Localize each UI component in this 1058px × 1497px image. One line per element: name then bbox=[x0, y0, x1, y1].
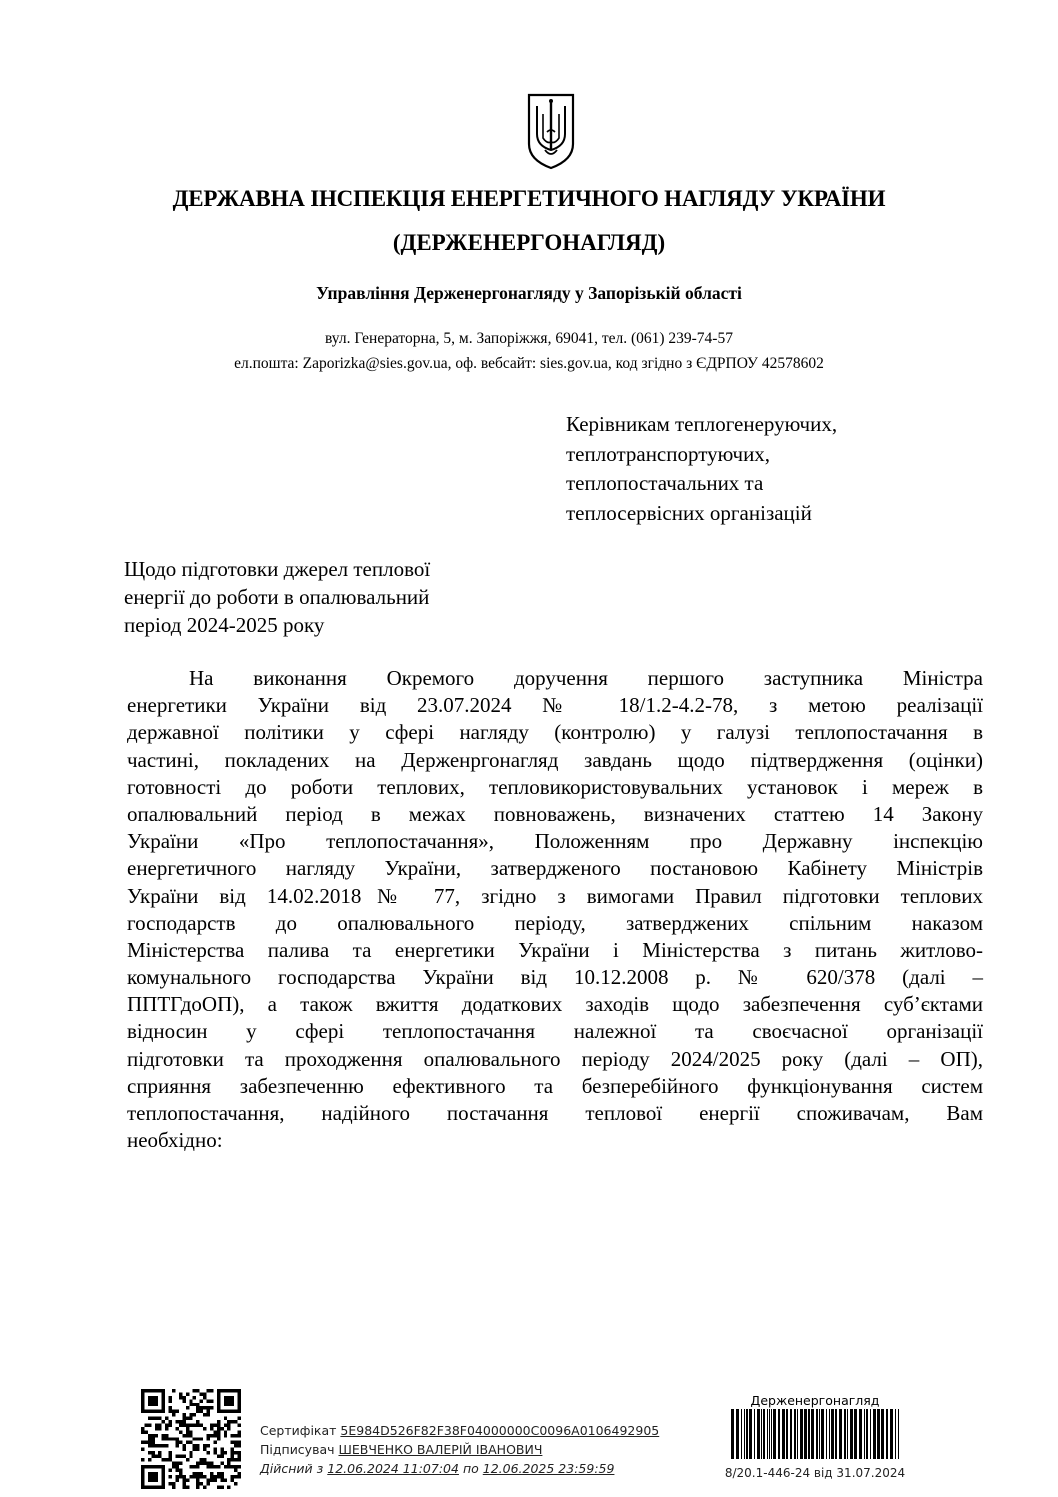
certificate-value: 5E984D526F82F38F04000000C0096A0106492905 bbox=[340, 1423, 660, 1438]
body-line: На виконання Окремого доручення першого заступника Міністра bbox=[189, 666, 983, 690]
stamp-org-name: Держенергонагляд bbox=[750, 1393, 880, 1408]
subject-line: період 2024-2025 року bbox=[124, 613, 325, 637]
valid-from-value: 12.06.2024 11:07:04 bbox=[327, 1461, 459, 1476]
body-line: господарств до опалювального періоду, затверджених спільним наказом bbox=[127, 910, 983, 935]
body-line: сприяння забезпеченню ефективного та безперебійного функціонування систем bbox=[127, 1073, 983, 1098]
body-line: опалювальний період в межах повноважень, визначених статтею 14 Закону bbox=[127, 801, 983, 826]
department-name: Управління Держенергонагляду у Запорізькій області bbox=[316, 283, 742, 303]
body-line: ППТГдоОП), а також вжиття додаткових заходів щодо забезпечення суб’єктами bbox=[127, 992, 983, 1017]
signature-block bbox=[260, 1421, 659, 1478]
body-line: України від 14.02.2018№ 77, згідно з вимогами Правил підготовки теплових bbox=[127, 883, 983, 908]
valid-from-label: Дійсний з bbox=[260, 1461, 324, 1476]
certificate-label: Сертифікат bbox=[260, 1423, 337, 1438]
signer-value: ШЕВЧЕНКО ВАЛЕРІЙ ІВАНОВИЧ bbox=[338, 1442, 543, 1457]
valid-to-value: 12.06.2025 23:59:59 bbox=[482, 1461, 615, 1476]
addressee-line: теплотранспортуючих, bbox=[566, 441, 771, 466]
body-line: підготовки та проходження опалювального періоду 2024/2025 року (далі – ОП), bbox=[127, 1046, 983, 1071]
subject-block bbox=[124, 555, 430, 639]
ukraine-coat-of-arms-icon bbox=[526, 92, 576, 170]
org-abbreviation: (ДЕРЖЕНЕРГОНАГЛЯД) bbox=[392, 230, 666, 255]
body-line: відносин у сфері теплопостачання належної та своєчасної організації bbox=[127, 1019, 983, 1044]
addressee-line: теплопостачальних та bbox=[566, 471, 764, 495]
signer-row bbox=[260, 1440, 659, 1459]
contact-address: вул. Генераторна, 5, м. Запоріжжя, 69041, тел. (061) 239-74-57 bbox=[325, 330, 733, 347]
body-line: державної політики у сфері нагляду (контролю) у галузі теплопостачання в bbox=[127, 720, 983, 745]
barcode-icon bbox=[731, 1409, 903, 1459]
valid-to-label: по bbox=[462, 1461, 479, 1476]
qr-code-icon bbox=[141, 1389, 241, 1489]
body-line: необхідно: bbox=[127, 1128, 223, 1153]
addressee-block bbox=[566, 410, 837, 528]
body-line: Міністерства палива та енергетики України і Міністерства з питань житлово- bbox=[127, 937, 983, 962]
addressee-line: Керівникам теплогенеруючих, bbox=[566, 412, 838, 436]
subject-line: Щодо підготовки джерел теплової bbox=[124, 557, 431, 581]
registration-number: 8/20.1-446-24 від 31.07.2024 bbox=[724, 1466, 906, 1480]
body-line: частині, покладених на Держенргонагляд завдань щодо підтвердження (оцінки) bbox=[127, 747, 983, 772]
contact-email-website: ел.пошта: Zaporizka@sies.gov.ua, оф. вебсайт: sies.gov.ua, код згідно з ЄДРПОУ 42578602 bbox=[234, 355, 824, 372]
body-line: енергетичного нагляду України, затвердженого постановою Кабінету Міністрів bbox=[127, 856, 983, 881]
addressee-line: теплосервісних організацій bbox=[566, 500, 812, 525]
body-paragraph bbox=[127, 665, 983, 1154]
body-line: теплопостачання, надійного постачання теплової енергії споживачам, Вам bbox=[127, 1101, 983, 1125]
body-line: комунального господарства України від 10.12.2008 р. № 620/378 (далі – bbox=[127, 965, 983, 990]
certificate-row bbox=[260, 1421, 659, 1440]
body-line: України «Про теплопостачання», Положенням про Державну інспекцію bbox=[127, 829, 983, 854]
signer-label: Підписувач bbox=[260, 1442, 335, 1457]
subject-line: енергії до роботи в опалювальний bbox=[124, 585, 430, 609]
body-line: готовності до роботи теплових, тепловикористовувальних установок і мереж в bbox=[127, 774, 983, 799]
org-title: ДЕРЖАВНА ІНСПЕКЦІЯ ЕНЕРГЕТИЧНОГО НАГЛЯДУ УКРАЇНИ bbox=[172, 186, 886, 211]
validity-row bbox=[260, 1459, 659, 1478]
body-line: енергетики України від 23.07.2024 № 18/1.2-4.2-78, з метою реалізації bbox=[127, 693, 983, 718]
